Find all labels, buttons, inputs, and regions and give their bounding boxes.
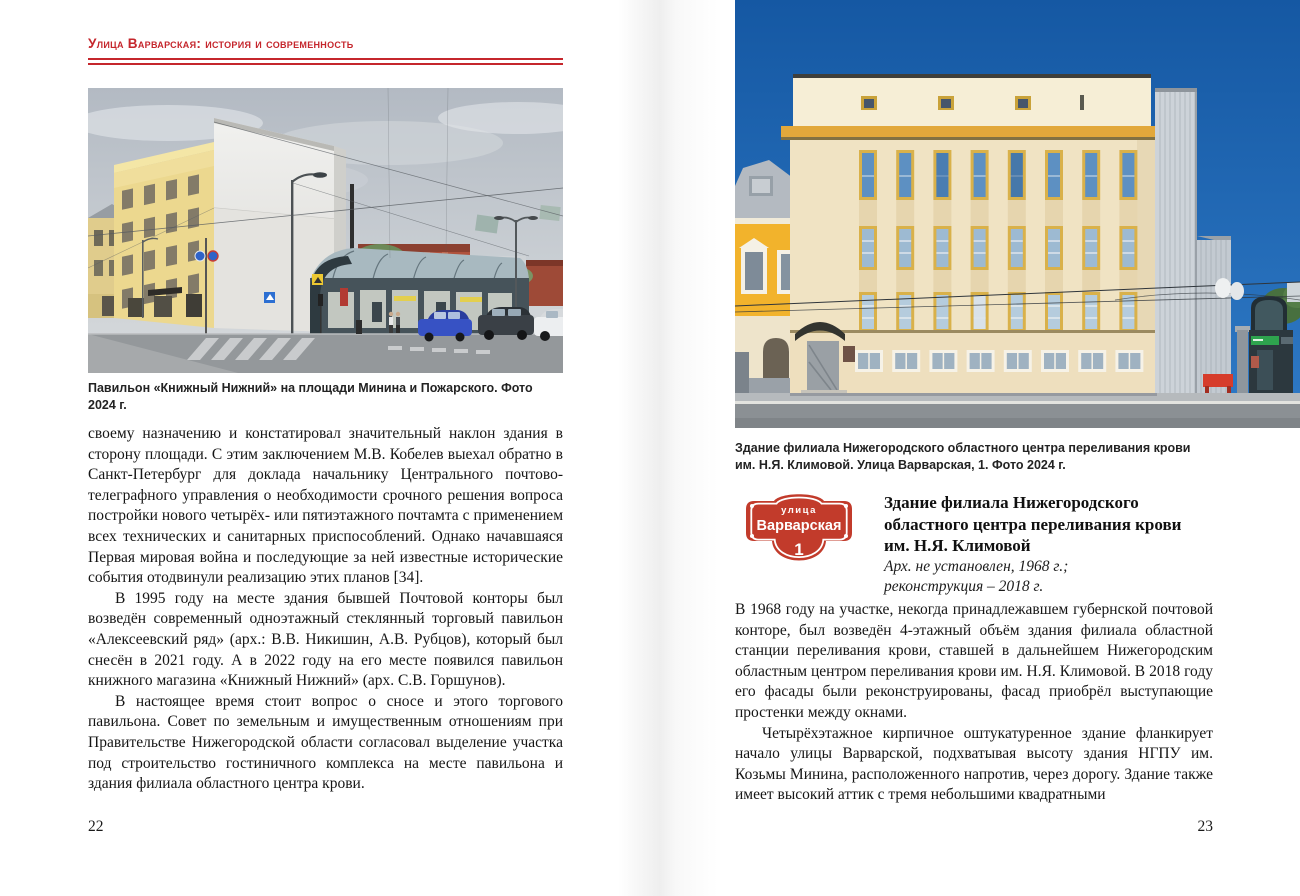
- right-body-text: [735, 600, 1213, 806]
- street-sign-badge: [736, 489, 862, 574]
- photo-blood-center-building: [735, 0, 1300, 428]
- right-page-number: 23: [1197, 818, 1213, 835]
- heading-line: Здание филиала Нижегородского: [884, 493, 1139, 512]
- heading-line: им. Н.Я. Климовой: [884, 536, 1031, 555]
- left-body-text: [88, 424, 563, 795]
- subheading-line: реконструкция – 2018 г.: [884, 577, 1044, 595]
- paragraph: В 1968 году на участке, некогда принадлежавшем губернской почтовой конторе, был возведён 4-этажный объём здания филиала областной станции переливания крови, ставшей в дальнейшем Нижегородским областным центром переливания крови им. Н.Я. Климовой. В 2018 году его фасады были реконструированы, фасад приобрёл выступающие простенки между окнами.: [735, 601, 1213, 721]
- page-gutter-shadow: [618, 0, 718, 896]
- heading-line: областного центра переливания крови: [884, 514, 1182, 534]
- paragraph: В 1995 году на месте здания бывшей Почтовой конторы был возведён современный одноэтажный стеклянный торговый павильон «Алексеевский ряд» (арх.: В.В. Никишин, А.В. Рубцов), который был снесён в 2021 году. А в 2022 году на его месте появился павильон книжного магазина «Книжный Нижний» (арх. С.В. Горшунов).: [88, 589, 563, 690]
- caption-line: Здание филиала Нижегородского областного центра переливания крови: [735, 441, 1191, 455]
- header-double-rule: [88, 58, 563, 65]
- left-page-running-header: Улица Варварская: история и современность: [88, 36, 354, 51]
- paragraph: В настоящее время стоит вопрос о сносе и этого торгового павильона. Совет по земельным и имущественным отношениям при Правительстве Нижегородской области согласовал выделение участка под строительство гостиничного комплекса на месте павильона и здания филиала областного центра крови.: [88, 692, 563, 793]
- paragraph: Четырёхэтажное кирпичное оштукатуренное здание фланкирует начало улицы Варварской, подхватывая высоту здания НГПУ им. Козьмы Минина, расположенного напротив, через дорогу. Здание также имеет высокий аттик с тремя небольшими квадратными: [735, 724, 1213, 804]
- left-page-number: 22: [88, 818, 104, 835]
- photo-knizhny-nizhny-pavilion-art: [88, 88, 563, 373]
- street-sign-icon: [736, 489, 862, 574]
- article-heading-block: [884, 492, 1232, 597]
- caption-line: им. Н.Я. Климовой. Улица Варварская, 1. Фото 2024 г.: [735, 458, 1066, 472]
- paragraph: своему назначению и констатировал значительный наклон здания в сторону площади. С этим заключением М.В. Кобелев выехал обратно в Санкт-Петербург для доклада начальнику Центрального почтово-телеграфного управления о необходимости срочного решения вопроса постройки нового четырёх- или пятиэтажного почтамта с применением всех технических и санитарных приспособлений. Однако начавшаяся Первая мировая война и последующие за ней известные исторические события отодвинули реализацию этих планов [34].: [88, 425, 563, 587]
- street-sign-number: 1: [794, 540, 804, 559]
- photo-knizhny-nizhny-pavilion: [88, 88, 563, 373]
- article-subheading: [884, 557, 1232, 597]
- photo-blood-center-building-art: [735, 0, 1300, 428]
- subheading-line: Арх. не установлен, 1968 г.;: [884, 557, 1069, 575]
- street-sign-prefix: улица: [781, 505, 817, 516]
- left-photo-caption: Павильон «Книжный Нижний» на площади Минина и Пожарского. Фото 2024 г.: [88, 381, 533, 412]
- street-sign-street: Варварская: [756, 518, 842, 534]
- article-heading: [884, 492, 1232, 557]
- right-photo-caption: [735, 440, 1215, 474]
